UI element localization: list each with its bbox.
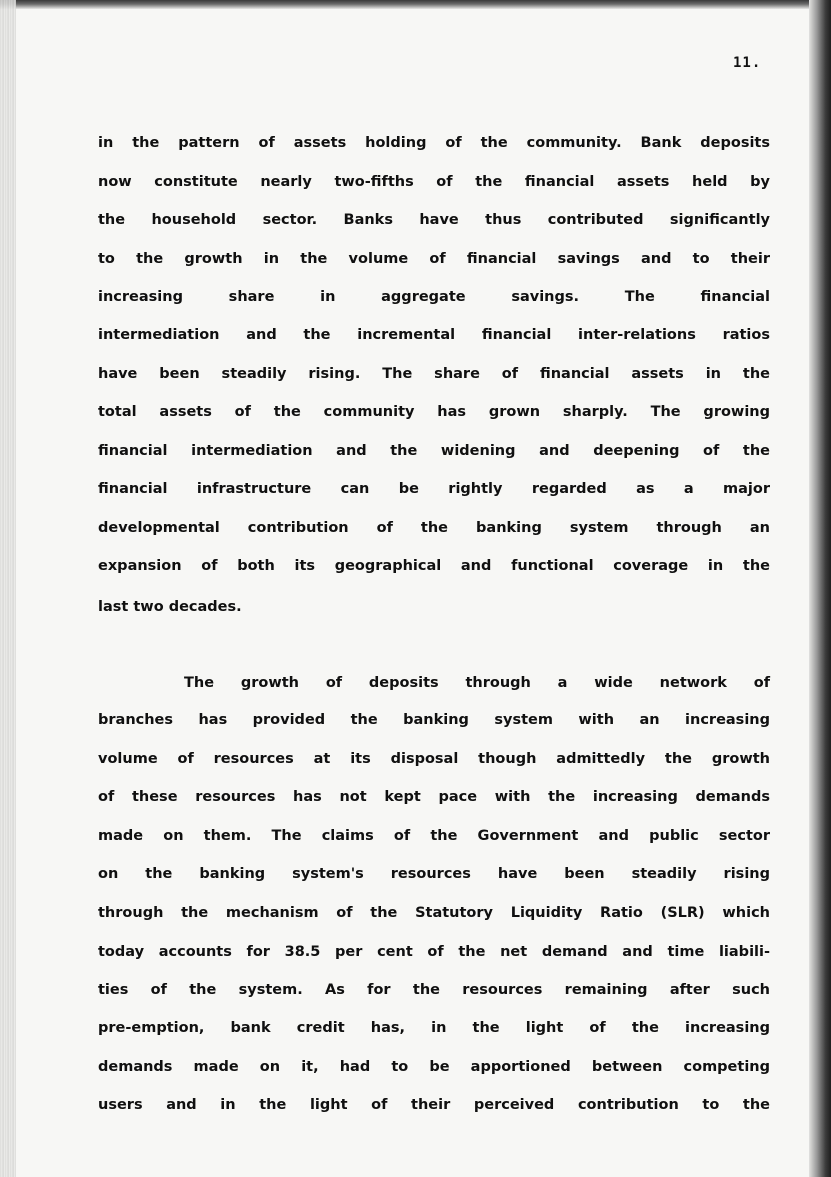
text-line: demands made on it, had to be apportioned between competing <box>98 1059 770 1075</box>
text-line: pre-emption, bank credit has, in the light of the increasing <box>98 1020 770 1036</box>
page-left-edge <box>0 0 16 1177</box>
page-right-edge <box>809 0 831 1177</box>
text-line: expansion of both its geographical and functional coverage in the <box>98 558 770 574</box>
text-line: in the pattern of assets holding of the community. Bank deposits <box>98 135 770 151</box>
text-line: on the banking system's resources have been steadily rising <box>98 866 770 882</box>
text-line: to the growth in the volume of financial savings and to their <box>98 251 770 267</box>
text-line: through the mechanism of the Statutory Liquidity Ratio (SLR) which <box>98 905 770 921</box>
text-line: financial infrastructure can be rightly regarded as a major <box>98 481 770 497</box>
text-line: today accounts for 38.5 per cent of the net demand and time liabili- <box>98 944 770 960</box>
text-line: financial intermediation and the widening and deepening of the <box>98 443 770 459</box>
text-line: the household sector. Banks have thus contributed significantly <box>98 212 770 228</box>
text-line: now constitute nearly two-fifths of the financial assets held by <box>98 174 770 190</box>
page-number: 11. <box>733 55 762 71</box>
text-line: have been steadily rising. The share of financial assets in the <box>98 366 770 382</box>
text-line: ties of the system. As for the resources remaining after such <box>98 982 770 998</box>
text-line: increasing share in aggregate savings. The financial <box>98 289 770 305</box>
text-line: last two decades. <box>98 599 242 615</box>
text-line: of these resources has not kept pace with the increasing demands <box>98 789 770 805</box>
text-line: The growth of deposits through a wide network of <box>184 675 770 691</box>
text-line: made on them. The claims of the Government and public sector <box>98 828 770 844</box>
text-line: users and in the light of their perceived contribution to the <box>98 1097 770 1113</box>
text-line: intermediation and the incremental financial inter-relations ratios <box>98 327 770 343</box>
text-line: developmental contribution of the banking system through an <box>98 520 770 536</box>
text-line: total assets of the community has grown sharply. The growing <box>98 404 770 420</box>
text-line: branches has provided the banking system with an increasing <box>98 712 770 728</box>
text-line: volume of resources at its disposal though admittedly the growth <box>98 751 770 767</box>
page-top-edge <box>0 0 831 9</box>
